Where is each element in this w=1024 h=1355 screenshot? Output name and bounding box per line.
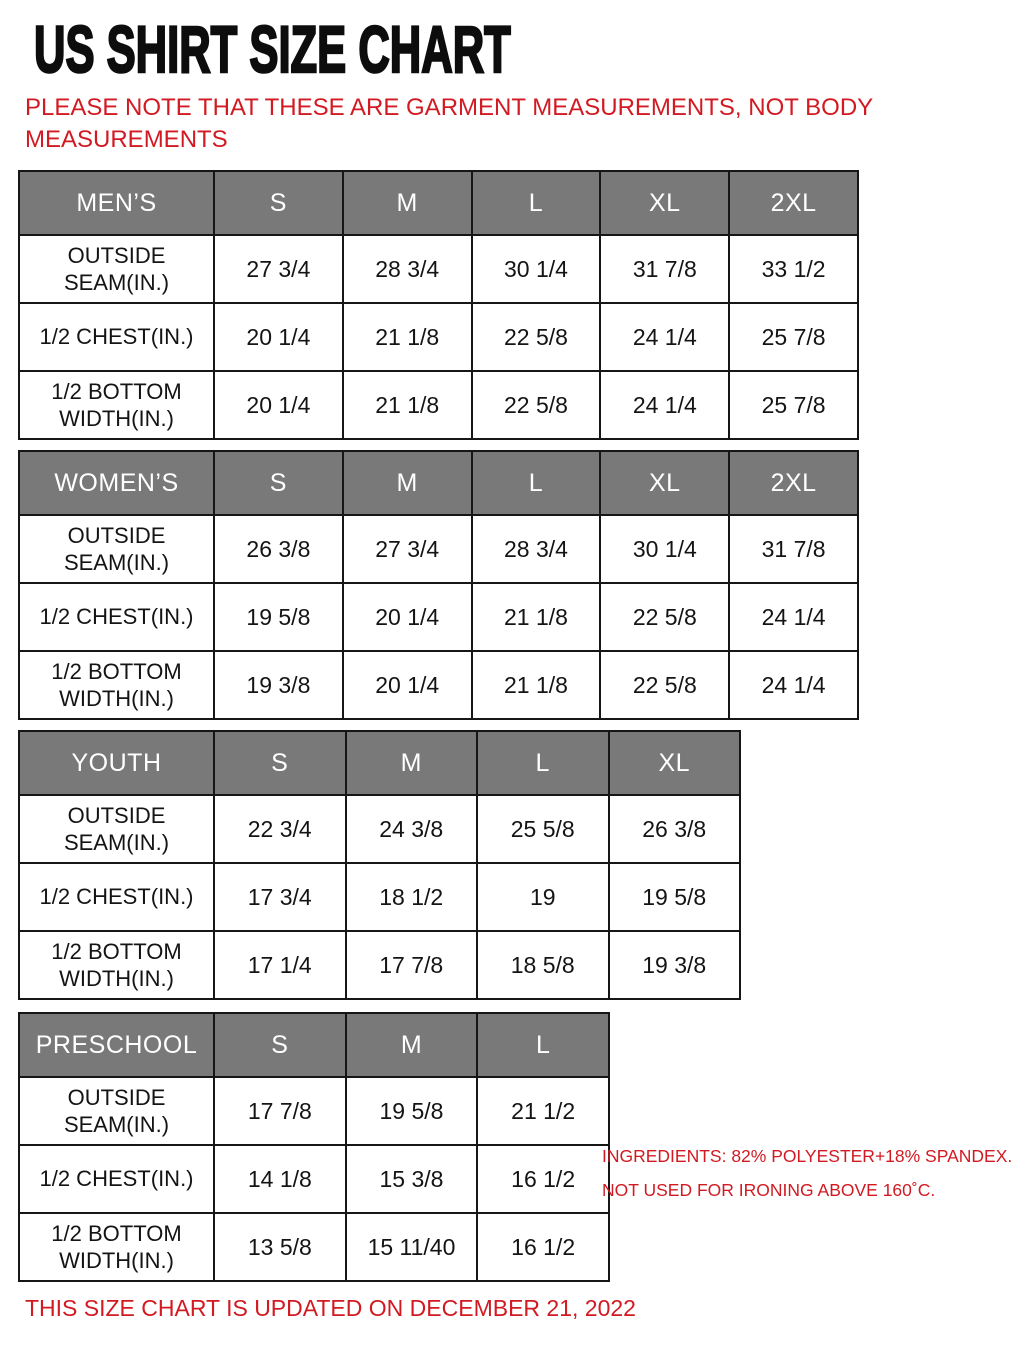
value-cell: 24 1/4 <box>600 371 729 439</box>
value-cell: 15 3/8 <box>346 1145 478 1213</box>
value-cell: 21 1/8 <box>343 371 472 439</box>
header-row <box>19 171 858 235</box>
value-cell: 22 5/8 <box>472 371 601 439</box>
size-table-preschool <box>18 1012 610 1282</box>
value-cell: 20 1/4 <box>214 303 343 371</box>
size-header-cell: XL <box>609 731 741 795</box>
value-cell: 27 3/4 <box>343 515 472 583</box>
size-header-cell: S <box>214 731 346 795</box>
header-row <box>19 731 740 795</box>
value-cell: 21 1/2 <box>477 1077 609 1145</box>
row-label-cell: 1/2 CHEST(IN.) <box>19 863 214 931</box>
size-header-cell: XL <box>600 171 729 235</box>
value-cell: 31 7/8 <box>729 515 858 583</box>
value-cell: 24 1/4 <box>600 303 729 371</box>
value-cell: 25 5/8 <box>477 795 609 863</box>
value-cell: 19 <box>477 863 609 931</box>
row-label-cell: OUTSIDE SEAM(IN.) <box>19 1077 214 1145</box>
size-header-cell: 2XL <box>729 451 858 515</box>
value-cell: 15 11/40 <box>346 1213 478 1281</box>
size-table-womens <box>18 450 859 720</box>
value-cell: 21 1/8 <box>472 583 601 651</box>
value-cell: 24 3/8 <box>346 795 478 863</box>
size-header-cell: L <box>472 451 601 515</box>
size-header-cell: M <box>346 1013 478 1077</box>
row-label-cell: OUTSIDE SEAM(IN.) <box>19 235 214 303</box>
measurement-row <box>19 863 740 931</box>
row-label-cell: 1/2 CHEST(IN.) <box>19 303 214 371</box>
value-cell: 21 1/8 <box>472 651 601 719</box>
size-header-cell: S <box>214 171 343 235</box>
value-cell: 24 1/4 <box>729 583 858 651</box>
value-cell: 19 5/8 <box>214 583 343 651</box>
value-cell: 19 3/8 <box>214 651 343 719</box>
size-header-cell: M <box>343 171 472 235</box>
value-cell: 16 1/2 <box>477 1145 609 1213</box>
value-cell: 17 3/4 <box>214 863 346 931</box>
value-cell: 17 1/4 <box>214 931 346 999</box>
size-table-youth <box>18 730 741 1000</box>
value-cell: 22 5/8 <box>600 583 729 651</box>
garment-measurement-note: PLEASE NOTE THAT THESE ARE GARMENT MEASUREMENTS, NOT BODY MEASUREMENTS <box>25 94 873 153</box>
updated-date-note: THIS SIZE CHART IS UPDATED ON DECEMBER 21, 2022 <box>25 1295 636 1321</box>
value-cell: 13 5/8 <box>214 1213 346 1281</box>
value-cell: 20 1/4 <box>214 371 343 439</box>
measurement-row <box>19 303 858 371</box>
size-header-cell: S <box>214 451 343 515</box>
value-cell: 33 1/2 <box>729 235 858 303</box>
row-label-cell: 1/2 CHEST(IN.) <box>19 1145 214 1213</box>
size-header-cell: 2XL <box>729 171 858 235</box>
measurement-row <box>19 583 858 651</box>
measurement-row <box>19 235 858 303</box>
value-cell: 17 7/8 <box>214 1077 346 1145</box>
size-header-cell: XL <box>600 451 729 515</box>
value-cell: 28 3/4 <box>343 235 472 303</box>
ingredients-note <box>602 1148 1022 1215</box>
row-label-cell: 1/2 BOTTOM WIDTH(IN.) <box>19 651 214 719</box>
value-cell: 30 1/4 <box>472 235 601 303</box>
value-cell: 24 1/4 <box>729 651 858 719</box>
row-label-cell: 1/2 BOTTOM WIDTH(IN.) <box>19 931 214 999</box>
measurement-row <box>19 1077 609 1145</box>
row-label-cell: 1/2 BOTTOM WIDTH(IN.) <box>19 1213 214 1281</box>
group-title-cell-preschool: PRESCHOOL <box>19 1013 214 1077</box>
measurement-row <box>19 795 740 863</box>
value-cell: 22 5/8 <box>472 303 601 371</box>
size-table-mens <box>18 170 859 440</box>
row-label-cell: 1/2 BOTTOM WIDTH(IN.) <box>19 371 214 439</box>
group-title-cell-womens: WOMEN’S <box>19 451 214 515</box>
header-row <box>19 451 858 515</box>
row-label-cell: OUTSIDE SEAM(IN.) <box>19 515 214 583</box>
value-cell: 26 3/8 <box>609 795 741 863</box>
size-header-cell: L <box>472 171 601 235</box>
value-cell: 25 7/8 <box>729 303 858 371</box>
value-cell: 20 1/4 <box>343 583 472 651</box>
measurement-row <box>19 931 740 999</box>
measurement-row <box>19 1145 609 1213</box>
size-header-cell: M <box>343 451 472 515</box>
page-title: US SHIRT SIZE CHART <box>34 12 511 86</box>
size-header-cell: L <box>477 731 609 795</box>
value-cell: 30 1/4 <box>600 515 729 583</box>
measurement-row <box>19 651 858 719</box>
size-header-cell: L <box>477 1013 609 1077</box>
group-title-cell-mens: MEN’S <box>19 171 214 235</box>
ingredients-line-2: NOT USED FOR IRONING ABOVE 160˚C. <box>602 1179 936 1200</box>
measurement-row <box>19 371 858 439</box>
row-label-cell: OUTSIDE SEAM(IN.) <box>19 795 214 863</box>
value-cell: 31 7/8 <box>600 235 729 303</box>
value-cell: 18 5/8 <box>477 931 609 999</box>
value-cell: 20 1/4 <box>343 651 472 719</box>
row-label-cell: 1/2 CHEST(IN.) <box>19 583 214 651</box>
ingredients-line-1: INGREDIENTS: 82% POLYESTER+18% SPANDEX. <box>602 1146 1013 1166</box>
value-cell: 27 3/4 <box>214 235 343 303</box>
value-cell: 19 5/8 <box>609 863 741 931</box>
value-cell: 21 1/8 <box>343 303 472 371</box>
size-header-cell: M <box>346 731 478 795</box>
value-cell: 17 7/8 <box>346 931 478 999</box>
value-cell: 19 3/8 <box>609 931 741 999</box>
value-cell: 22 3/4 <box>214 795 346 863</box>
value-cell: 19 5/8 <box>346 1077 478 1145</box>
value-cell: 26 3/8 <box>214 515 343 583</box>
value-cell: 25 7/8 <box>729 371 858 439</box>
value-cell: 28 3/4 <box>472 515 601 583</box>
measurement-row <box>19 515 858 583</box>
measurement-row <box>19 1213 609 1281</box>
header-row <box>19 1013 609 1077</box>
value-cell: 18 1/2 <box>346 863 478 931</box>
value-cell: 16 1/2 <box>477 1213 609 1281</box>
value-cell: 14 1/8 <box>214 1145 346 1213</box>
size-header-cell: S <box>214 1013 346 1077</box>
group-title-cell-youth: YOUTH <box>19 731 214 795</box>
value-cell: 22 5/8 <box>600 651 729 719</box>
